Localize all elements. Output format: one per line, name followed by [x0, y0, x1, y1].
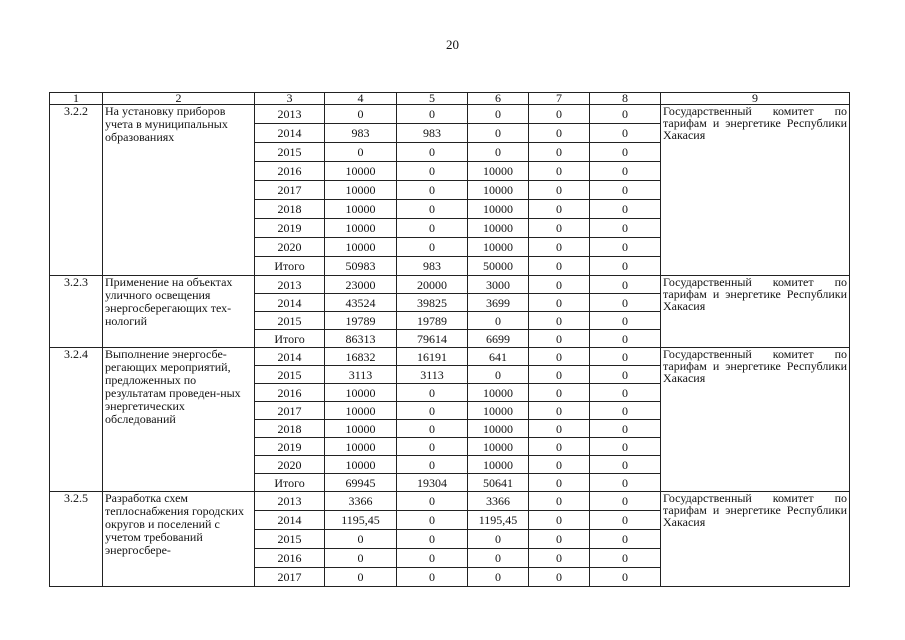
amount-cell: 0: [590, 420, 661, 438]
amount-cell: 10000: [325, 420, 397, 438]
amount-cell: 0: [529, 420, 590, 438]
header-cell: 6: [468, 93, 529, 105]
amount-cell: 0: [529, 330, 590, 348]
amount-cell: 0: [468, 549, 529, 568]
table-row: [50, 276, 850, 294]
amount-cell: 0: [529, 438, 590, 456]
amount-cell: 0: [590, 456, 661, 474]
year-cell: 2015: [255, 530, 325, 549]
amount-cell: 0: [468, 124, 529, 143]
amount-cell: 0: [468, 105, 529, 124]
amount-cell: 0: [590, 294, 661, 312]
amount-cell: 10000: [468, 420, 529, 438]
amount-cell: 10000: [468, 219, 529, 238]
item-description: Выполнение энергосбе-регающих мероприятий, предложенных по результатам проведен-ных энергетических обследований: [103, 348, 255, 492]
table-row: [50, 348, 850, 366]
amount-cell: 3113: [325, 366, 397, 384]
amount-cell: 0: [397, 511, 468, 530]
amount-cell: 0: [397, 384, 468, 402]
amount-cell: 1195,45: [468, 511, 529, 530]
amount-cell: 10000: [468, 238, 529, 257]
header-cell: 2: [103, 93, 255, 105]
page-number: 20: [446, 37, 459, 52]
year-cell: 2016: [255, 162, 325, 181]
header-cell: 4: [325, 93, 397, 105]
year-cell: 2016: [255, 384, 325, 402]
table-row: [50, 492, 850, 511]
item-code: 3.2.2: [50, 105, 103, 276]
year-cell: 2015: [255, 312, 325, 330]
amount-cell: 0: [397, 568, 468, 587]
amount-cell: 0: [590, 276, 661, 294]
amount-cell: 3113: [397, 366, 468, 384]
amount-cell: 0: [529, 402, 590, 420]
header-cell: 9: [661, 93, 850, 105]
year-cell: Итого: [255, 257, 325, 276]
amount-cell: 0: [590, 257, 661, 276]
amount-cell: 0: [529, 456, 590, 474]
amount-cell: 0: [590, 200, 661, 219]
year-cell: 2014: [255, 511, 325, 530]
amount-cell: 0: [590, 219, 661, 238]
amount-cell: 0: [529, 384, 590, 402]
amount-cell: 10000: [325, 456, 397, 474]
amount-cell: 10000: [468, 200, 529, 219]
amount-cell: 10000: [325, 219, 397, 238]
amount-cell: 0: [529, 219, 590, 238]
item-description: Применение на объектах уличного освещения энергосберегающих тех-нологий: [103, 276, 255, 348]
amount-cell: 0: [397, 219, 468, 238]
amount-cell: 0: [468, 568, 529, 587]
amount-cell: 0: [529, 181, 590, 200]
amount-cell: 3366: [468, 492, 529, 511]
amount-cell: 0: [590, 312, 661, 330]
amount-cell: 0: [590, 492, 661, 511]
amount-cell: 0: [590, 181, 661, 200]
item-code: 3.2.5: [50, 492, 103, 587]
amount-cell: 0: [590, 162, 661, 181]
amount-cell: 0: [397, 238, 468, 257]
amount-cell: 0: [529, 511, 590, 530]
year-cell: 2015: [255, 143, 325, 162]
responsible-organization: Государственный комитет по тарифам и энергетике Республики Хакасия: [661, 276, 850, 348]
amount-cell: 10000: [325, 384, 397, 402]
year-cell: 2018: [255, 200, 325, 219]
amount-cell: 10000: [468, 384, 529, 402]
amount-cell: 0: [529, 366, 590, 384]
amount-cell: 0: [529, 549, 590, 568]
year-cell: 2017: [255, 402, 325, 420]
amount-cell: 3699: [468, 294, 529, 312]
year-cell: 2013: [255, 276, 325, 294]
amount-cell: 983: [397, 124, 468, 143]
amount-cell: 10000: [325, 181, 397, 200]
amount-cell: 10000: [468, 438, 529, 456]
amount-cell: 86313: [325, 330, 397, 348]
amount-cell: 641: [468, 348, 529, 366]
amount-cell: 0: [325, 105, 397, 124]
amount-cell: 50983: [325, 257, 397, 276]
year-cell: 2014: [255, 348, 325, 366]
amount-cell: 10000: [325, 238, 397, 257]
amount-cell: 0: [529, 105, 590, 124]
amount-cell: 50641: [468, 474, 529, 492]
amount-cell: 0: [529, 124, 590, 143]
amount-cell: 43524: [325, 294, 397, 312]
amount-cell: 39825: [397, 294, 468, 312]
amount-cell: 0: [325, 568, 397, 587]
year-cell: 2020: [255, 238, 325, 257]
amount-cell: 19304: [397, 474, 468, 492]
amount-cell: 1195,45: [325, 511, 397, 530]
amount-cell: 0: [325, 549, 397, 568]
amount-cell: 0: [590, 124, 661, 143]
year-cell: 2014: [255, 294, 325, 312]
amount-cell: 0: [325, 530, 397, 549]
amount-cell: 10000: [325, 438, 397, 456]
header-cell: 8: [590, 93, 661, 105]
year-cell: 2019: [255, 219, 325, 238]
amount-cell: 0: [397, 162, 468, 181]
amount-cell: 983: [325, 124, 397, 143]
amount-cell: 19789: [325, 312, 397, 330]
amount-cell: 79614: [397, 330, 468, 348]
item-description: Разработка схем теплоснабжения городских округов и поселений с учетом требований энергосбере-: [103, 492, 255, 587]
amount-cell: 69945: [325, 474, 397, 492]
amount-cell: 0: [590, 330, 661, 348]
amount-cell: 0: [397, 492, 468, 511]
year-cell: 2017: [255, 181, 325, 200]
amount-cell: 0: [590, 105, 661, 124]
table-row: [50, 105, 850, 124]
amount-cell: 20000: [397, 276, 468, 294]
amount-cell: 6699: [468, 330, 529, 348]
amount-cell: 0: [397, 438, 468, 456]
amount-cell: 0: [397, 456, 468, 474]
amount-cell: 0: [325, 143, 397, 162]
amount-cell: 3366: [325, 492, 397, 511]
year-cell: 2020: [255, 456, 325, 474]
amount-cell: 0: [529, 474, 590, 492]
amount-cell: 16832: [325, 348, 397, 366]
amount-cell: 10000: [468, 162, 529, 181]
amount-cell: 0: [529, 568, 590, 587]
year-cell: 2015: [255, 366, 325, 384]
amount-cell: 23000: [325, 276, 397, 294]
amount-cell: 0: [590, 366, 661, 384]
header-cell: 1: [50, 93, 103, 105]
amount-cell: 0: [529, 312, 590, 330]
amount-cell: 0: [529, 238, 590, 257]
amount-cell: 3000: [468, 276, 529, 294]
amount-cell: 0: [397, 530, 468, 549]
amount-cell: 0: [468, 530, 529, 549]
amount-cell: 10000: [325, 402, 397, 420]
amount-cell: 0: [590, 348, 661, 366]
item-code: 3.2.4: [50, 348, 103, 492]
header-cell: 7: [529, 93, 590, 105]
header-cell: 5: [397, 93, 468, 105]
header-cell: 3: [255, 93, 325, 105]
amount-cell: 983: [397, 257, 468, 276]
year-cell: 2017: [255, 568, 325, 587]
amount-cell: 0: [468, 366, 529, 384]
amount-cell: 50000: [468, 257, 529, 276]
year-cell: 2018: [255, 420, 325, 438]
responsible-organization: Государственный комитет по тарифам и энергетике Республики Хакасия: [661, 348, 850, 492]
year-cell: 2013: [255, 105, 325, 124]
header-row: [50, 93, 850, 105]
amount-cell: 16191: [397, 348, 468, 366]
item-description: На установку приборов учета в муниципальных образованиях: [103, 105, 255, 276]
amount-cell: 10000: [468, 181, 529, 200]
amount-cell: 0: [590, 511, 661, 530]
amount-cell: 0: [529, 276, 590, 294]
responsible-organization: Государственный комитет по тарифам и энергетике Республики Хакасия: [661, 105, 850, 276]
amount-cell: 0: [397, 181, 468, 200]
amount-cell: 0: [590, 384, 661, 402]
year-cell: Итого: [255, 330, 325, 348]
amount-cell: 0: [590, 549, 661, 568]
amount-cell: 0: [529, 348, 590, 366]
amount-cell: 10000: [325, 162, 397, 181]
amount-cell: 10000: [468, 402, 529, 420]
amount-cell: 0: [529, 200, 590, 219]
amount-cell: 0: [590, 474, 661, 492]
amount-cell: 0: [590, 143, 661, 162]
amount-cell: 0: [590, 238, 661, 257]
amount-cell: 10000: [468, 456, 529, 474]
amount-cell: 0: [397, 143, 468, 162]
amount-cell: 0: [590, 530, 661, 549]
amount-cell: 0: [529, 294, 590, 312]
amount-cell: 0: [529, 257, 590, 276]
year-cell: 2016: [255, 549, 325, 568]
amount-cell: 0: [468, 312, 529, 330]
year-cell: 2014: [255, 124, 325, 143]
amount-cell: 0: [529, 492, 590, 511]
amount-cell: 0: [529, 162, 590, 181]
amount-cell: 19789: [397, 312, 468, 330]
amount-cell: 0: [590, 568, 661, 587]
amount-cell: 0: [468, 143, 529, 162]
amount-cell: 0: [590, 402, 661, 420]
program-table: [49, 92, 850, 587]
year-cell: 2013: [255, 492, 325, 511]
amount-cell: 0: [397, 549, 468, 568]
responsible-organization: Государственный комитет по тарифам и энергетике Республики Хакасия: [661, 492, 850, 587]
year-cell: Итого: [255, 474, 325, 492]
amount-cell: 0: [397, 200, 468, 219]
amount-cell: 0: [397, 105, 468, 124]
amount-cell: 0: [529, 143, 590, 162]
amount-cell: 0: [590, 438, 661, 456]
item-code: 3.2.3: [50, 276, 103, 348]
year-cell: 2019: [255, 438, 325, 456]
amount-cell: 0: [529, 530, 590, 549]
amount-cell: 0: [397, 420, 468, 438]
amount-cell: 0: [397, 402, 468, 420]
amount-cell: 10000: [325, 200, 397, 219]
